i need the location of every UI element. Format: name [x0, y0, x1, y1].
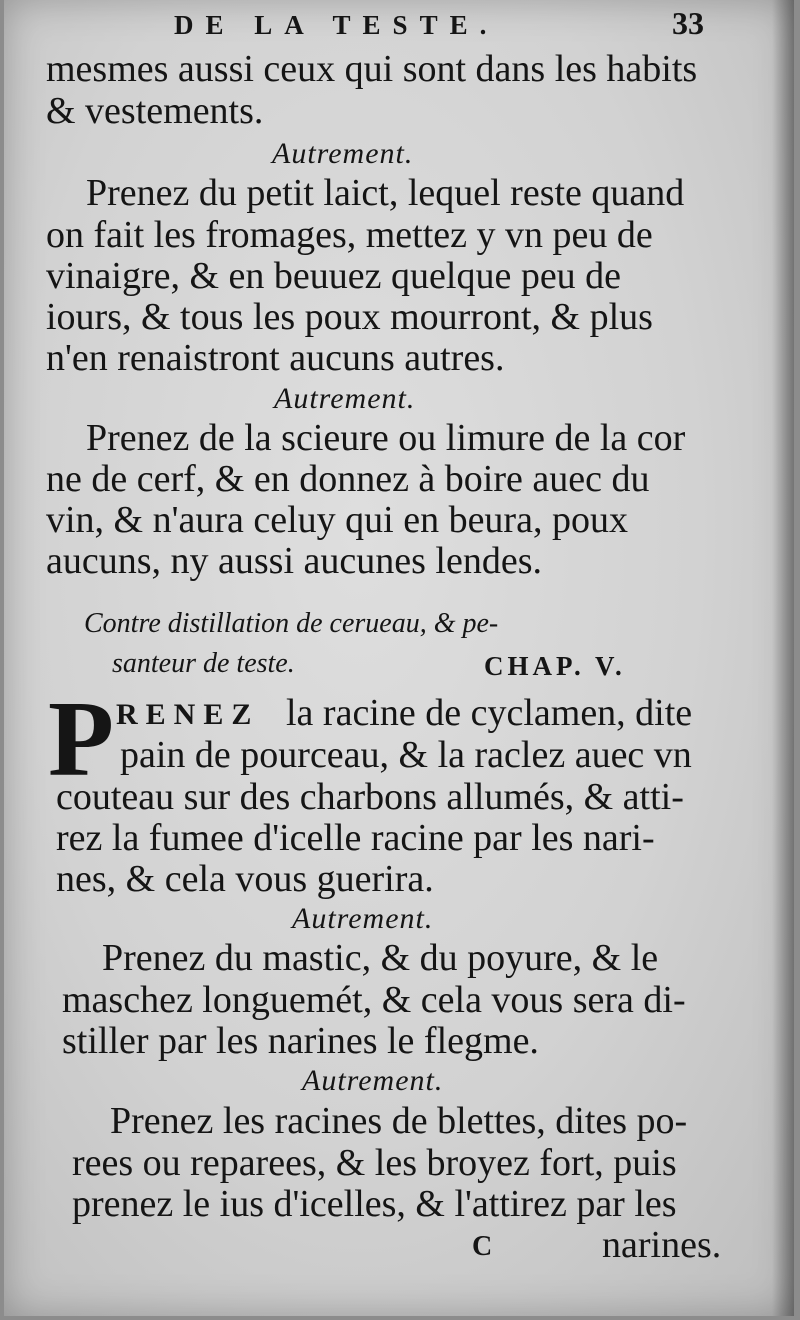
- text-line: couteau sur des charbons allumés, & atti-: [56, 776, 684, 818]
- text-line: aucuns, ny aussi aucunes lendes.: [46, 540, 542, 582]
- text-line: mesmes aussi ceux qui sont dans les habits: [46, 48, 698, 90]
- text-line: & vestements.: [46, 90, 264, 132]
- page-edge-shadow: [772, 0, 794, 1316]
- chapter-title-line: Contre distillation de cerueau, & pe-: [84, 608, 499, 639]
- text-line: maschez longuemét, & cela vous sera di-: [62, 979, 686, 1021]
- text-line: ne de cerf, & en donnez à boire auec du: [46, 458, 650, 500]
- running-title: DE LA TESTE.: [174, 10, 499, 40]
- signature-mark: C: [472, 1231, 493, 1262]
- text-line: stiller par les narines le flegme.: [62, 1020, 539, 1062]
- text-line: nes, & cela vous guerira.: [56, 858, 434, 900]
- section-heading: Autrement.: [274, 382, 416, 415]
- catchword: narines.: [602, 1224, 722, 1266]
- text-line: Prenez les racines de blettes, dites po-: [110, 1100, 688, 1142]
- text-line: Prenez du petit laict, lequel reste quand: [86, 172, 685, 214]
- section-heading: Autrement.: [302, 1064, 444, 1097]
- text-line: vinaigre, & en beuuez quelque peu de: [46, 255, 622, 297]
- section-heading: Autrement.: [272, 137, 414, 170]
- text-line: pain de pourceau, & la raclez auec vn: [120, 734, 692, 776]
- text-line: la racine de cyclamen, dite: [286, 692, 693, 734]
- text-line: vin, & n'aura celuy qui en beura, poux: [46, 499, 628, 541]
- chapter-title-line: santeur de teste.: [112, 648, 295, 679]
- book-page: [4, 0, 794, 1316]
- text-line: n'en renaistront aucuns autres.: [46, 337, 505, 379]
- page-number: 33: [672, 5, 704, 41]
- text-line: rees ou reparees, & les broyez fort, puis: [72, 1142, 677, 1184]
- section-heading: Autrement.: [292, 902, 434, 935]
- text-line: rez la fumee d'icelle racine par les nari-: [56, 817, 655, 859]
- first-word-rest: RENEZ: [116, 698, 260, 731]
- text-line: Prenez du mastic, & du poyure, & le: [102, 937, 659, 979]
- text-line: Prenez de la scieure ou limure de la cor: [86, 417, 686, 459]
- chapter-label: CHAP. V.: [484, 651, 626, 681]
- text-line: iours, & tous les poux mourront, & plus: [46, 296, 653, 338]
- drop-cap: P: [48, 680, 114, 799]
- text-line: prenez le ius d'icelles, & l'attirez par les: [72, 1183, 677, 1225]
- text-line: on fait les fromages, mettez y vn peu de: [46, 214, 653, 256]
